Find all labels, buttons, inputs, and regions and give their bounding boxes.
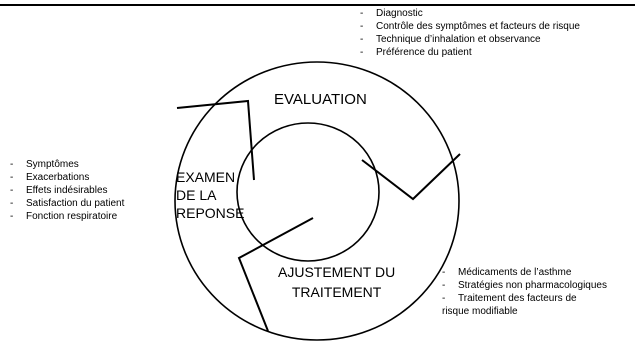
list-item: - Contrôle des symptômes et facteurs de risque	[358, 20, 580, 33]
list-item: - Symptômes	[8, 158, 124, 171]
list-item-continuation: risque modifiable	[442, 306, 518, 317]
list-item: - Stratégies non pharmacologiques	[440, 279, 607, 292]
ajustement-bullet-list	[440, 266, 607, 318]
sector-label-line: REPONSE	[176, 205, 245, 221]
sector-label-line: DE LA	[176, 187, 217, 203]
list-item: - Médicaments de l’asthme	[440, 266, 607, 279]
list-item: - Effets indésirables	[8, 184, 124, 197]
sector-label-ajustement-traitement	[278, 262, 395, 302]
list-item: - Satisfaction du patient	[8, 197, 124, 210]
inner-ring	[237, 123, 379, 261]
sector-label-line: EXAMEN	[176, 169, 236, 185]
sector-label-line: AJUSTEMENT DU	[278, 264, 396, 280]
list-item: - Traitement des facteurs de	[440, 292, 607, 305]
list-item: - Technique d’inhalation et observance	[358, 33, 580, 46]
evaluation-bullet-list	[358, 7, 580, 59]
list-item: - Diagnostic	[358, 7, 580, 20]
sector-label-line: TRAITEMENT	[291, 284, 382, 300]
list-item: - Préférence du patient	[358, 46, 580, 59]
sector-label-examen-reponse	[176, 168, 244, 222]
list-item: - Fonction respiratoire	[8, 210, 124, 223]
sector-label-evaluation: EVALUATION	[274, 91, 367, 108]
list-item: - Exacerbations	[8, 171, 124, 184]
examen-bullet-list	[8, 158, 124, 223]
